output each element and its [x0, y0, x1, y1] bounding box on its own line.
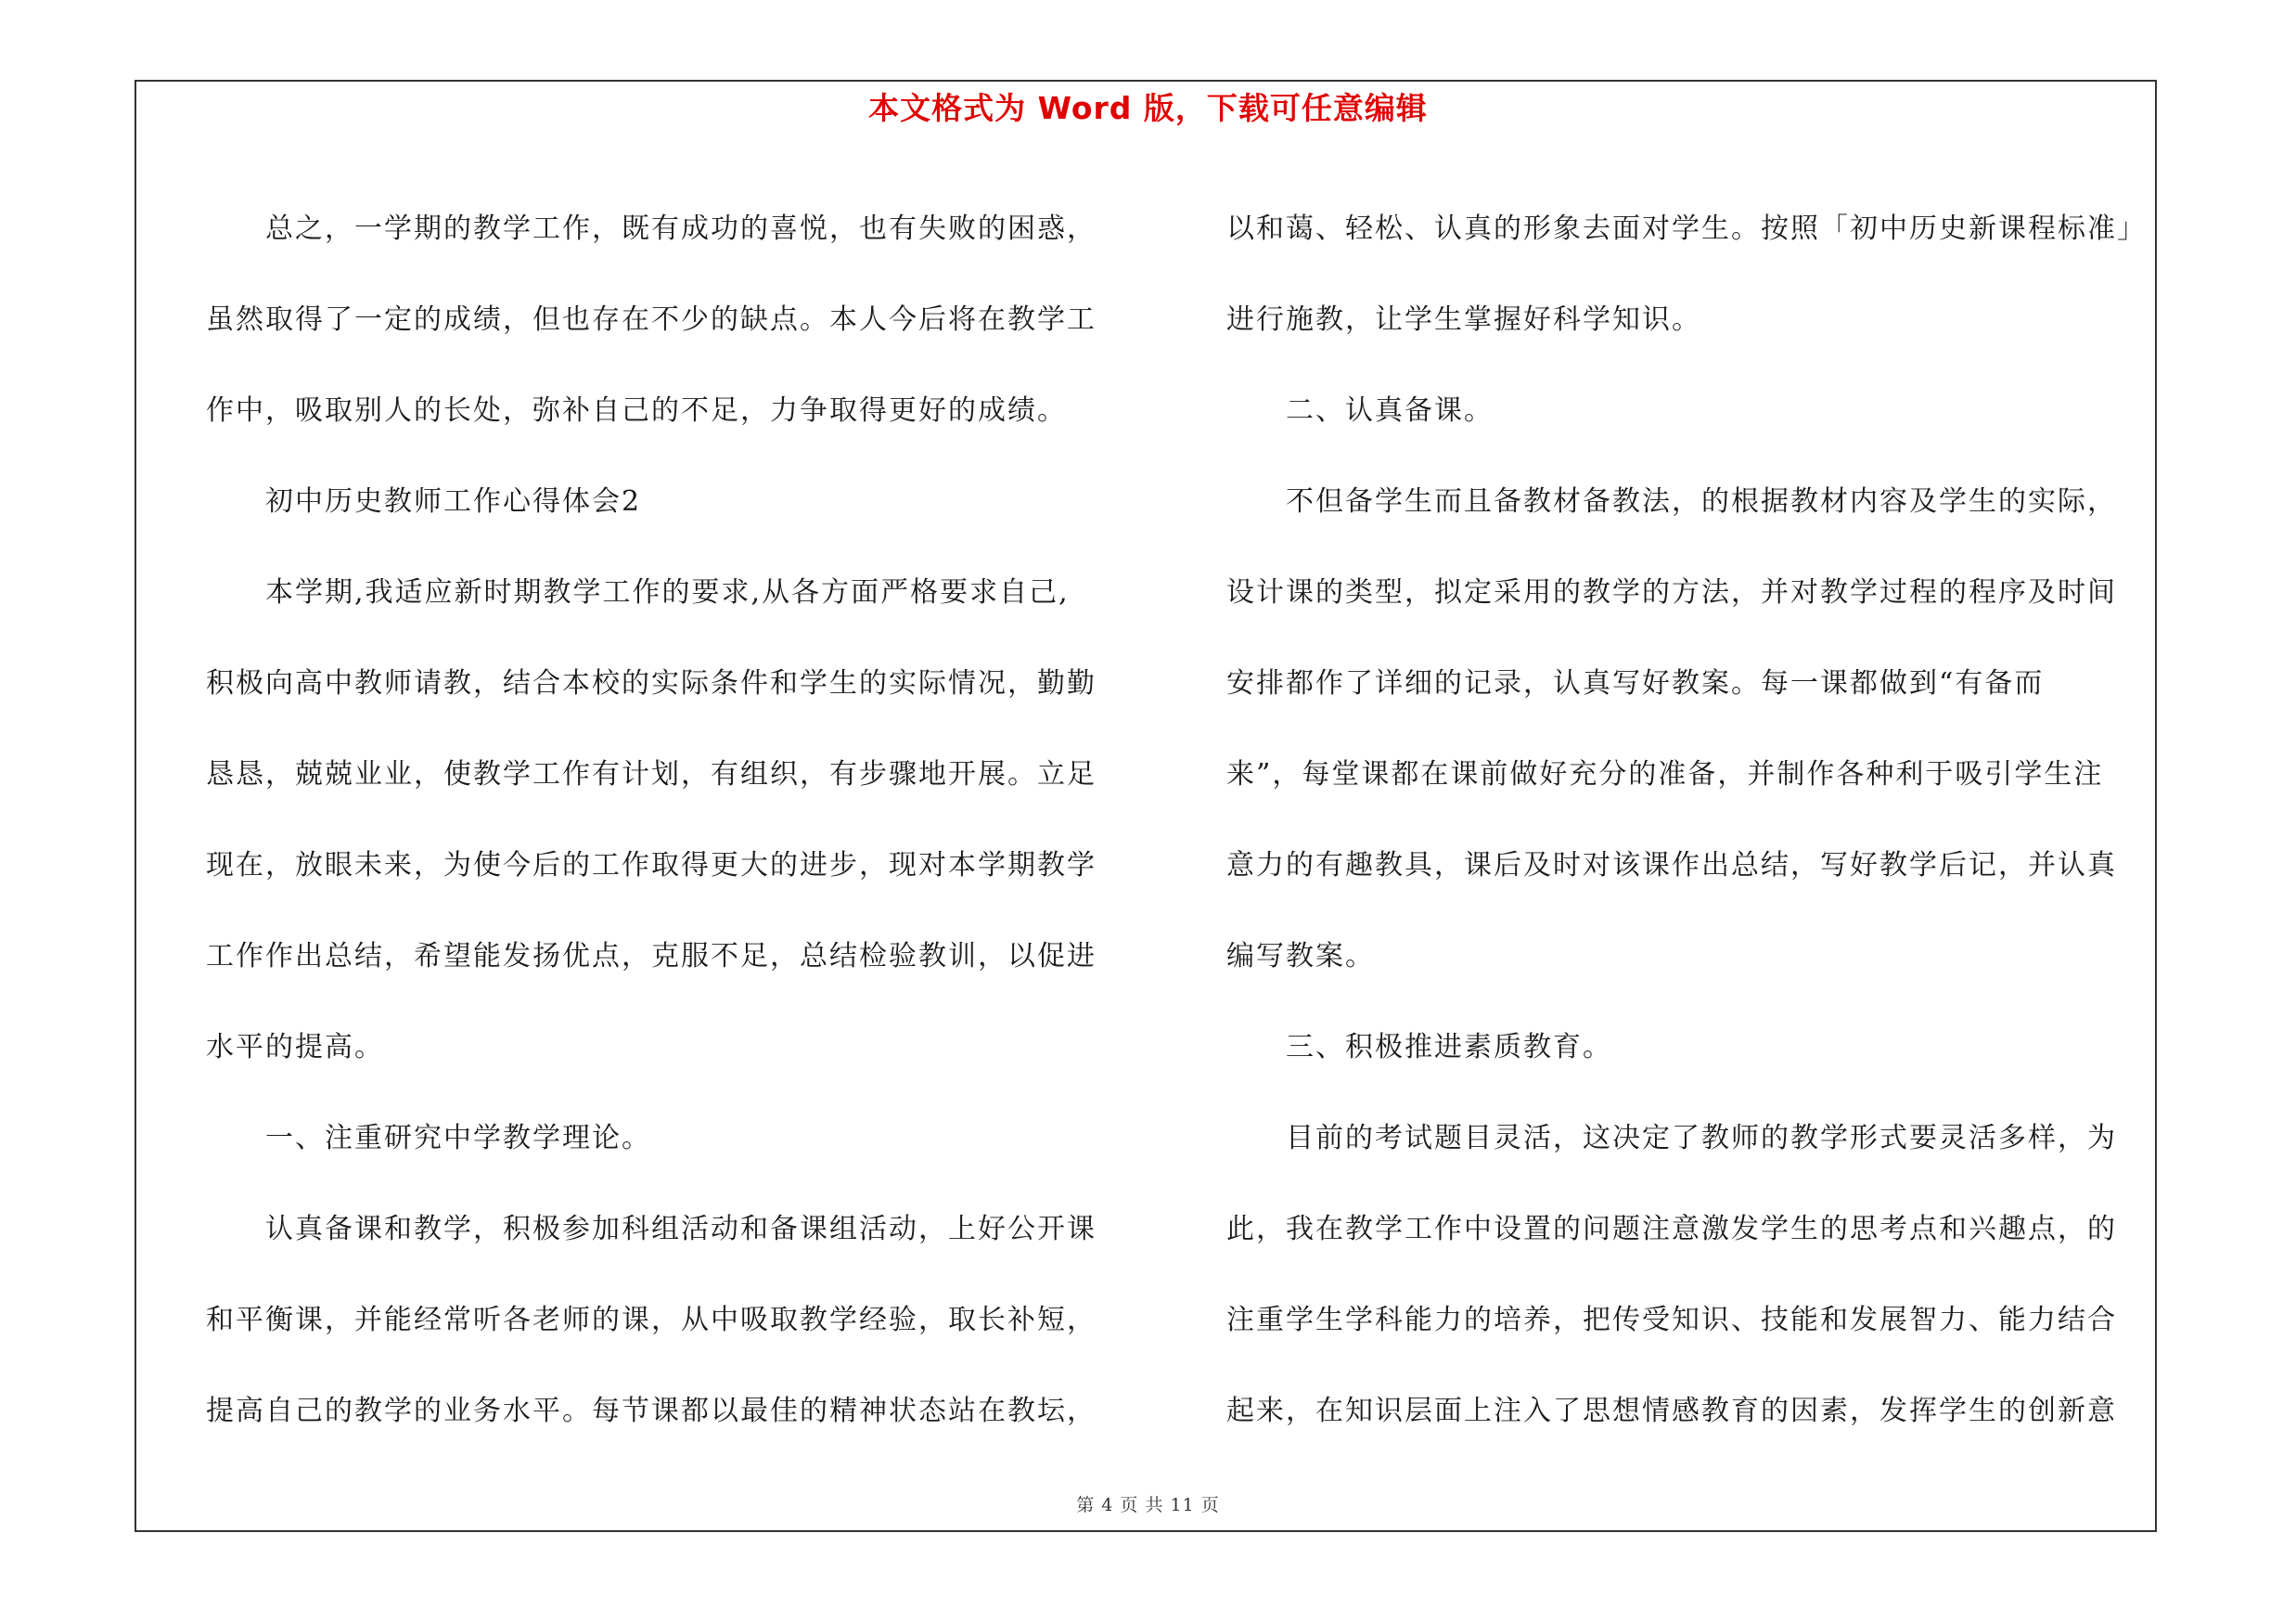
format-notice-banner: 本文格式为 Word 版，下载可任意编辑: [868, 90, 1428, 126]
paragraph-line: 和平衡课，并能经常听各老师的课，从中吸取教学经验，取长补短，: [206, 1304, 1097, 1336]
paragraph-line: 工作作出总结，希望能发扬优点，克服不足，总结检验教训，以促进: [206, 940, 1097, 973]
paragraph-line: 虽然取得了一定的成绩，但也存在不少的缺点。本人今后将在教学工: [206, 303, 1097, 336]
paragraph-line: 目前的考试题目灵活，这决定了教师的教学形式要灵活多样，为: [1226, 1122, 2117, 1154]
paragraph-line: 积极向高中教师请教，结合本校的实际条件和学生的实际情况，勤勤: [206, 667, 1097, 700]
paragraph-line: 提高自己的教学的业务水平。每节课都以最佳的精神状态站在教坛，: [206, 1395, 1097, 1427]
section-heading: 一、注重研究中学教学理论。: [206, 1122, 651, 1154]
paragraph-line: 安排都作了详细的记录，认真写好教案。每一课都做到“有备而: [1226, 667, 2045, 700]
paragraph-line: 恳恳，兢兢业业，使教学工作有计划，有组织，有步骤地开展。立足: [206, 758, 1097, 791]
paragraph-line: 以和蔼、轻松、认真的形象去面对学生。按照「初中历史新课程标准」: [1226, 213, 2147, 245]
paragraph-line: 水平的提高。: [206, 1031, 384, 1063]
paragraph-line: 编写教案。: [1226, 940, 1375, 973]
section-heading: 三、积极推进素质教育。: [1226, 1031, 1612, 1063]
paragraph-line: 起来，在知识层面上注入了思想情感教育的因素，发挥学生的创新意: [1226, 1395, 2117, 1427]
paragraph-line: 意力的有趣教具，课后及时对该课作出总结，写好教学后记，并认真: [1226, 849, 2117, 882]
left-text-column: [206, 184, 1134, 1457]
section-heading: 二、认真备课。: [1226, 394, 1494, 427]
paragraph-line: 总之，一学期的教学工作，既有成功的喜悦，也有失败的困惑，: [206, 213, 1097, 245]
section-heading: 初中历史教师工作心得体会2: [206, 485, 642, 518]
right-text-column: [1226, 184, 2200, 1457]
paragraph-line: 注重学生学科能力的培养，把传受知识、技能和发展智力、能力结合: [1226, 1304, 2117, 1336]
paragraph-line: 此，我在教学工作中设置的问题注意激发学生的思考点和兴趣点，的: [1226, 1213, 2117, 1245]
paragraph-line: 不但备学生而且备教材备教法，的根据教材内容及学生的实际，: [1226, 485, 2117, 518]
paragraph-line: 作中，吸取别人的长处，弥补自己的不足，力争取得更好的成绩。: [206, 394, 1067, 427]
paragraph-line: 进行施教，让学生掌握好科学知识。: [1226, 303, 1701, 336]
paragraph-line: 来”，每堂课都在课前做好充分的准备，并制作各种利于吸引学生注: [1226, 758, 2104, 791]
paragraph-line: 认真备课和教学，积极参加科组活动和备课组活动，上好公开课: [206, 1213, 1097, 1245]
page-number-footer: 第 4 页 共 11 页: [1076, 1495, 1220, 1515]
paragraph-line: 设计课的类型，拟定采用的教学的方法，并对教学过程的程序及时间: [1226, 576, 2117, 609]
paragraph-line: 本学期,我适应新时期教学工作的要求,从各方面严格要求自己,: [206, 576, 1070, 609]
paragraph-line: 现在，放眼未来，为使今后的工作取得更大的进步，现对本学期教学: [206, 849, 1097, 882]
